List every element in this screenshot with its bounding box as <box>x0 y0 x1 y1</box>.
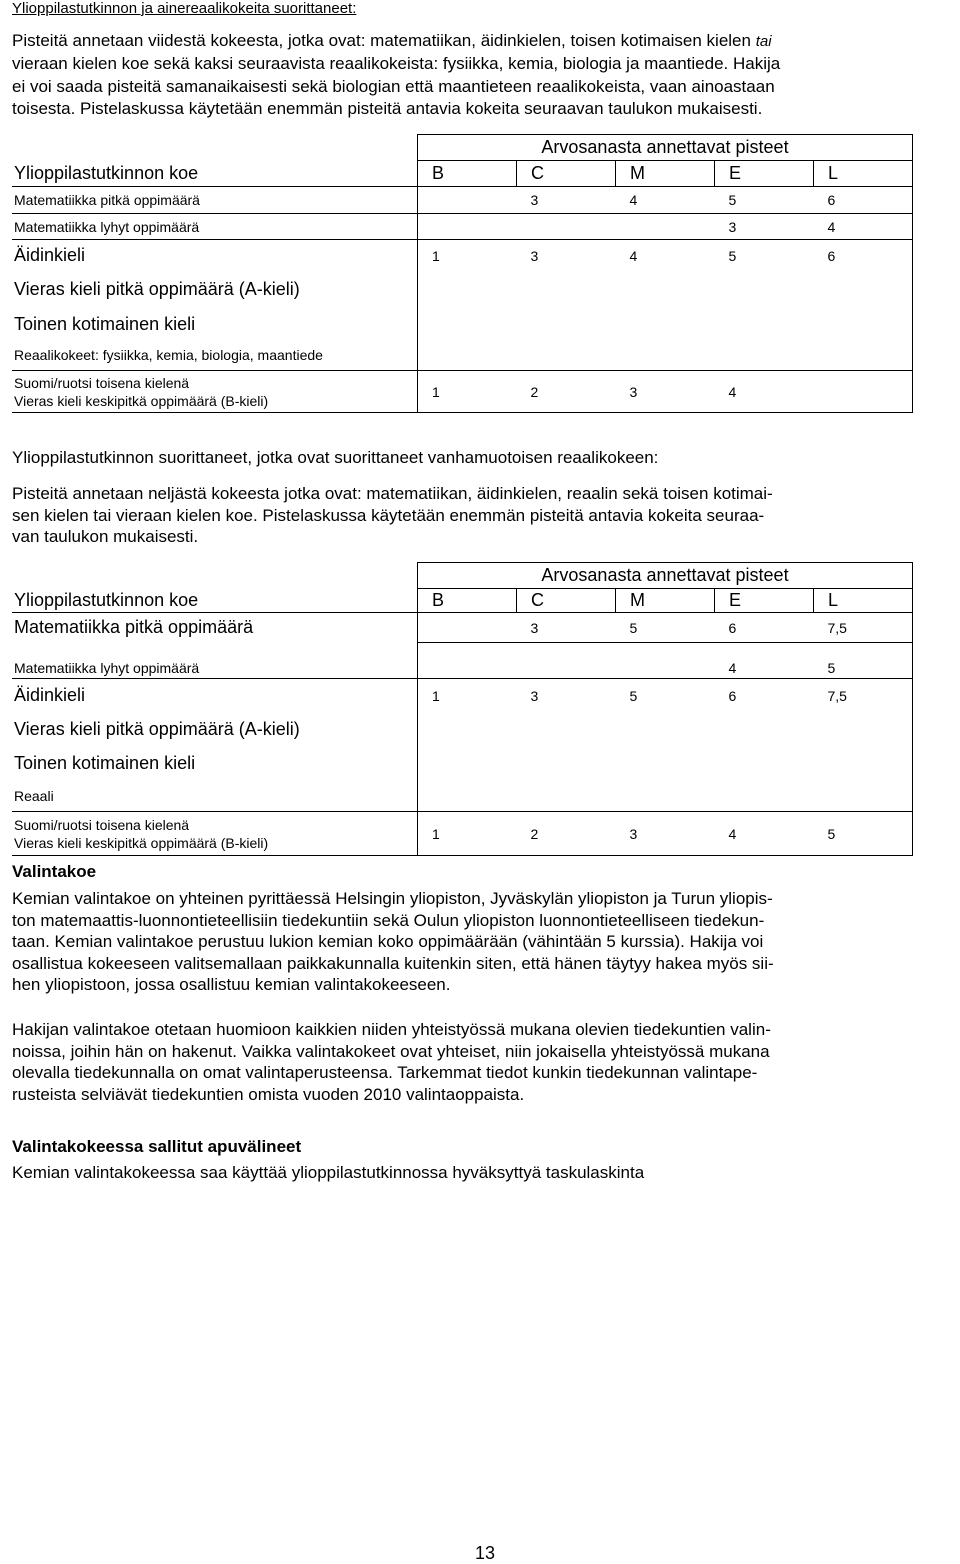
intro-line-1: Pisteitä annetaan viidestä kokeesta, jotka ovat: matematiikan, äidinkielen, toisen kotimaisen kielen tai <box>12 31 772 50</box>
intro-line-4: toisesta. Pistelaskussa käytetään enemmän pisteitä antavia kokeita seuraavan taulukon mukaisesti. <box>12 99 763 119</box>
page-number: 13 <box>475 1543 496 1563</box>
table-group-header-row <box>12 135 913 161</box>
intro-line-3: ei voi saada pisteitä samanaikaisesti sekä biologian että maantieteen reaalikokeista, vaan ainoastaan <box>12 76 775 96</box>
label-header: Ylioppilastutkinnon koe <box>12 589 418 613</box>
table-row: Matematiikka pitkä oppimäärä 3 5 6 7,5 <box>12 613 913 643</box>
grade-m: M <box>616 589 715 613</box>
section2-title: Ylioppilastutkinnon suorittaneet, jotka ovat suorittaneet vanhamuotoisen reaalikokeen: <box>12 448 659 467</box>
section-heading: Ylioppilastutkinnon ja ainereaalikokeita suorittaneet: <box>12 0 357 17</box>
group-header: Arvosanasta annettavat pisteet <box>418 135 913 161</box>
table-row: Toinen kotimainen kieli <box>12 308 913 341</box>
table-row: Toinen kotimainen kieli <box>12 747 913 781</box>
table-row: Matematiikka lyhyt oppimäärä 3 4 <box>12 214 913 240</box>
points-table-1 <box>12 134 913 413</box>
table-row: Äidinkieli 1 3 4 5 6 <box>12 240 913 272</box>
table-row: Matematiikka lyhyt oppimäärä 4 5 <box>12 643 913 679</box>
table-row: Suomi/ruotsi toisena kielenä Vieras kieli keskipitkä oppimäärä (B-kieli) 1 2 3 4 <box>12 371 913 413</box>
grade-c: C <box>517 161 616 187</box>
table-header-row <box>12 161 913 187</box>
label-header: Ylioppilastutkinnon koe <box>12 161 418 187</box>
grade-m: M <box>616 161 715 187</box>
grade-c: C <box>517 589 616 613</box>
table-row: Reaalikokeet: fysiikka, kemia, biologia, maantiede <box>12 341 913 371</box>
table-row: Äidinkieli 1 3 5 6 7,5 <box>12 679 913 713</box>
points-table-2 <box>12 562 913 856</box>
table-header-row <box>12 589 913 613</box>
valintakoe-paragraph-2: Hakijan valintakoe otetaan huomioon kaikkien niiden yhteistyössä mukana olevien tiedekuntien valin- noissa, joihin hän on hakenut. Vaikka valintakokeet ovat yhteiset, niin jokaisella yhteistyössä mukana olevalla tiedekunnalla on omat valintaperusteensa. Tarkemmat tiedot kunkin tiedekunnan valintape- rusteista selviävät tiedekuntien omista vuoden 2010 valintaoppaista. <box>12 1020 771 1104</box>
apuvalineet-title: Valintakokeessa sallitut apuvälineet <box>12 1137 302 1156</box>
group-header: Arvosanasta annettavat pisteet <box>418 563 913 589</box>
table-row: Suomi/ruotsi toisena kielenä Vieras kieli keskipitkä oppimäärä (B-kieli) 1 2 3 4 5 <box>12 812 913 856</box>
table-group-header-row <box>12 563 913 589</box>
apuvalineet-text: Kemian valintakokeessa saa käyttää ylioppilastutkinnossa hyväksyttyä taskulaskinta <box>12 1163 645 1182</box>
table-row: Vieras kieli pitkä oppimäärä (A-kieli) <box>12 272 913 308</box>
table-row: Vieras kieli pitkä oppimäärä (A-kieli) <box>12 713 913 747</box>
table-row: Reaali <box>12 781 913 812</box>
grade-e: E <box>715 161 814 187</box>
section2-paragraph: Pisteitä annetaan neljästä kokeesta jotka ovat: matematiikan, äidinkielen, reaalin sekä toisen kotimai- sen kielen tai vieraan kielen koe. Pistelaskussa käytetään enemmän pisteitä antavia kokeita seuraa- van taulukon mukaisesti. <box>12 484 773 546</box>
intro-paragraph <box>12 30 780 121</box>
grade-b: B <box>418 589 517 613</box>
intro-line-2: vieraan kielen koe sekä kaksi seuraavista reaalikokeista: fysiikka, kemia, biologia ja maantiede. Hakija <box>12 54 781 74</box>
grade-e: E <box>715 589 814 613</box>
valintakoe-paragraph-1: Kemian valintakoe on yhteinen pyrittäessä Helsingin yliopiston, Jyväskylän yliopiston ja Turun yliopis- ton matemaattis-luonnontieteellisiin tiedekuntiin sekä Oulun yliopiston luonnontieteelliseen tiedekun- taan. Kemian valintakoe perustuu lukion kemian koko oppimäärään (vähintään 5 kurssia). Hakija voi osallistua kokeeseen valitsemallaan paikkakunnalla kuitenkin siten, että hänen täytyy hakea myös sii- hen yliopistoon, jossa osallistuu kemian valintakokeeseen. <box>12 889 774 994</box>
valintakoe-title: Valintakoe <box>12 862 97 881</box>
grade-l: L <box>814 161 913 187</box>
grade-b: B <box>418 161 517 187</box>
grade-l: L <box>814 589 913 613</box>
table-row: Matematiikka pitkä oppimäärä 3 4 5 6 <box>12 187 913 214</box>
